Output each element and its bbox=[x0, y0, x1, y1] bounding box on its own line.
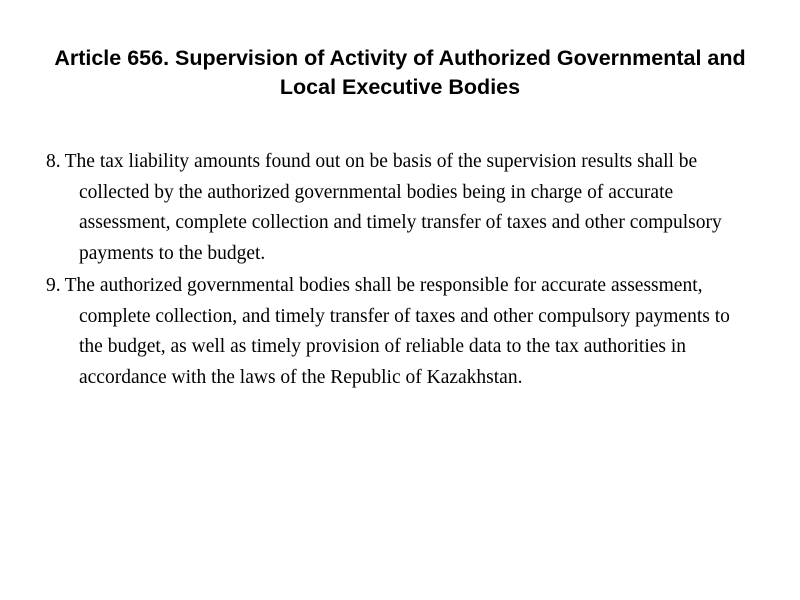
paragraph-9 bbox=[46, 271, 754, 393]
paragraph-text: The tax liability amounts found out on be basis of the supervision results shall be collected by the authorized governmental bodies being in charge of accurate assessment, complete collection and timely transfer of taxes and other compulsory payments to the budget. bbox=[64, 151, 722, 264]
paragraph-8 bbox=[46, 147, 754, 269]
paragraph-number: 8. bbox=[46, 151, 61, 172]
paragraph-text: The authorized governmental bodies shall be responsible for accurate assessment, complete collection, and timely transfer of taxes and other compulsory payments to the budget, as well as timely provision of reliable data to the tax authorities in accordance with the laws of the Republic of Kazakhstan. bbox=[64, 275, 730, 388]
slide-body bbox=[46, 147, 754, 395]
paragraph-number: 9. bbox=[46, 275, 61, 296]
slide-title: Article 656. Supervision of Activity of Authorized Governmental and Local Executive Bodies bbox=[54, 46, 746, 99]
